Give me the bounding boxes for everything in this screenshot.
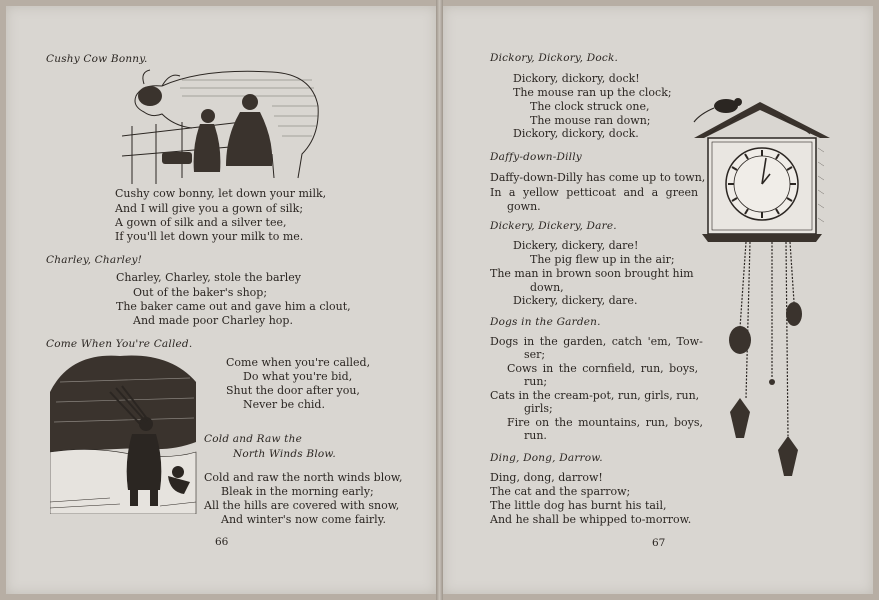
verse-line: girls; bbox=[524, 402, 553, 415]
verse-line: Ding, dong, darrow! bbox=[490, 471, 603, 484]
cuckoo-clock-illustration bbox=[690, 92, 836, 488]
verse-line: gown. bbox=[507, 200, 541, 213]
verse-line: And made poor Charley hop. bbox=[133, 314, 293, 327]
verse-line: The mouse ran down; bbox=[530, 114, 651, 127]
verse-line: Cats in the cream-pot, run, girls, run, bbox=[490, 389, 700, 402]
verse-line: Dickory, dickory, dock. bbox=[513, 127, 639, 140]
cow-milking-illustration bbox=[122, 66, 322, 184]
verse-line: And winter's now come fairly. bbox=[221, 513, 386, 526]
verse-line: down, bbox=[530, 281, 564, 294]
poem-title-cushy-cow-bonny: Cushy Cow Bonny. bbox=[46, 53, 148, 65]
verse-line: Cushy cow bonny, let down your milk, bbox=[115, 187, 327, 200]
poem-title-charley: Charley, Charley! bbox=[46, 254, 143, 266]
verse-line: run; bbox=[524, 375, 548, 388]
verse-line: run. bbox=[524, 429, 547, 442]
verse-line: Dickery, dickery, dare. bbox=[513, 294, 638, 307]
verse-line: The pig flew up in the air; bbox=[530, 253, 675, 266]
verse-line: If you'll let down your milk to me. bbox=[115, 230, 304, 243]
book-spine bbox=[436, 0, 443, 600]
poem-title-cold-and-raw-1: Cold and Raw the bbox=[204, 433, 302, 445]
verse-line: In a yellow petticoat and a green bbox=[490, 186, 699, 199]
verse-line: Come when you're called, bbox=[226, 356, 371, 369]
verse-line: Fire on the mountains, run, boys, bbox=[507, 416, 704, 429]
verse-line: Bleak in the morning early; bbox=[221, 485, 374, 498]
verse-line: Out of the baker's shop; bbox=[133, 286, 268, 299]
verse-line: ser; bbox=[524, 348, 546, 361]
verse-line: The clock struck one, bbox=[530, 100, 650, 113]
verse-line: The cat and the sparrow; bbox=[490, 485, 631, 498]
verse-line: A gown of silk and a silver tee, bbox=[115, 216, 287, 229]
verse-line: Charley, Charley, stole the barley bbox=[116, 271, 302, 284]
verse-line: Cold and raw the north winds blow, bbox=[204, 471, 403, 484]
verse-line: Dickory, dickory, dock! bbox=[513, 72, 640, 85]
verse-line: Do what you're bid, bbox=[243, 370, 353, 383]
verse-line: The baker came out and gave him a clout, bbox=[116, 300, 351, 313]
verse-line: Dogs in the garden, catch 'em, Tow- bbox=[490, 335, 703, 348]
verse-line: The man in brown soon brought him bbox=[490, 267, 694, 280]
verse-line: All the hills are covered with snow, bbox=[204, 499, 400, 512]
verse-line: And I will give you a gown of silk; bbox=[115, 202, 304, 215]
poem-title-daffy-down-dilly: Daffy-down-Dilly bbox=[490, 151, 582, 163]
poem-title-ding-dong: Ding, Dong, Darrow. bbox=[490, 452, 603, 464]
poem-title-dickory-dock: Dickory, Dickory, Dock. bbox=[490, 52, 619, 64]
poem-title-cold-and-raw-2: North Winds Blow. bbox=[233, 448, 336, 460]
verse-line: Dickery, dickery, dare! bbox=[513, 239, 639, 252]
verse-line: And he shall be whipped to-morrow. bbox=[490, 513, 692, 526]
page-number-left: 66 bbox=[215, 536, 229, 548]
verse-line: Daffy-down-Dilly has come up to town, bbox=[490, 171, 706, 184]
verse-line: The mouse ran up the clock; bbox=[513, 86, 672, 99]
page-number-right: 67 bbox=[652, 537, 666, 549]
verse-line: The little dog has burnt his tail, bbox=[490, 499, 667, 512]
verse-line: Cows in the cornfield, run, boys, bbox=[507, 362, 699, 375]
verse-line: Shut the door after you, bbox=[226, 384, 360, 397]
poem-title-dickery-dare: Dickery, Dickery, Dare. bbox=[490, 220, 617, 232]
poem-title-dogs-garden: Dogs in the Garden. bbox=[490, 316, 601, 328]
verse-line: Never be chid. bbox=[243, 398, 325, 411]
poem-title-come-when-called: Come When You're Called. bbox=[46, 338, 193, 350]
winter-traveler-illustration bbox=[50, 352, 198, 514]
